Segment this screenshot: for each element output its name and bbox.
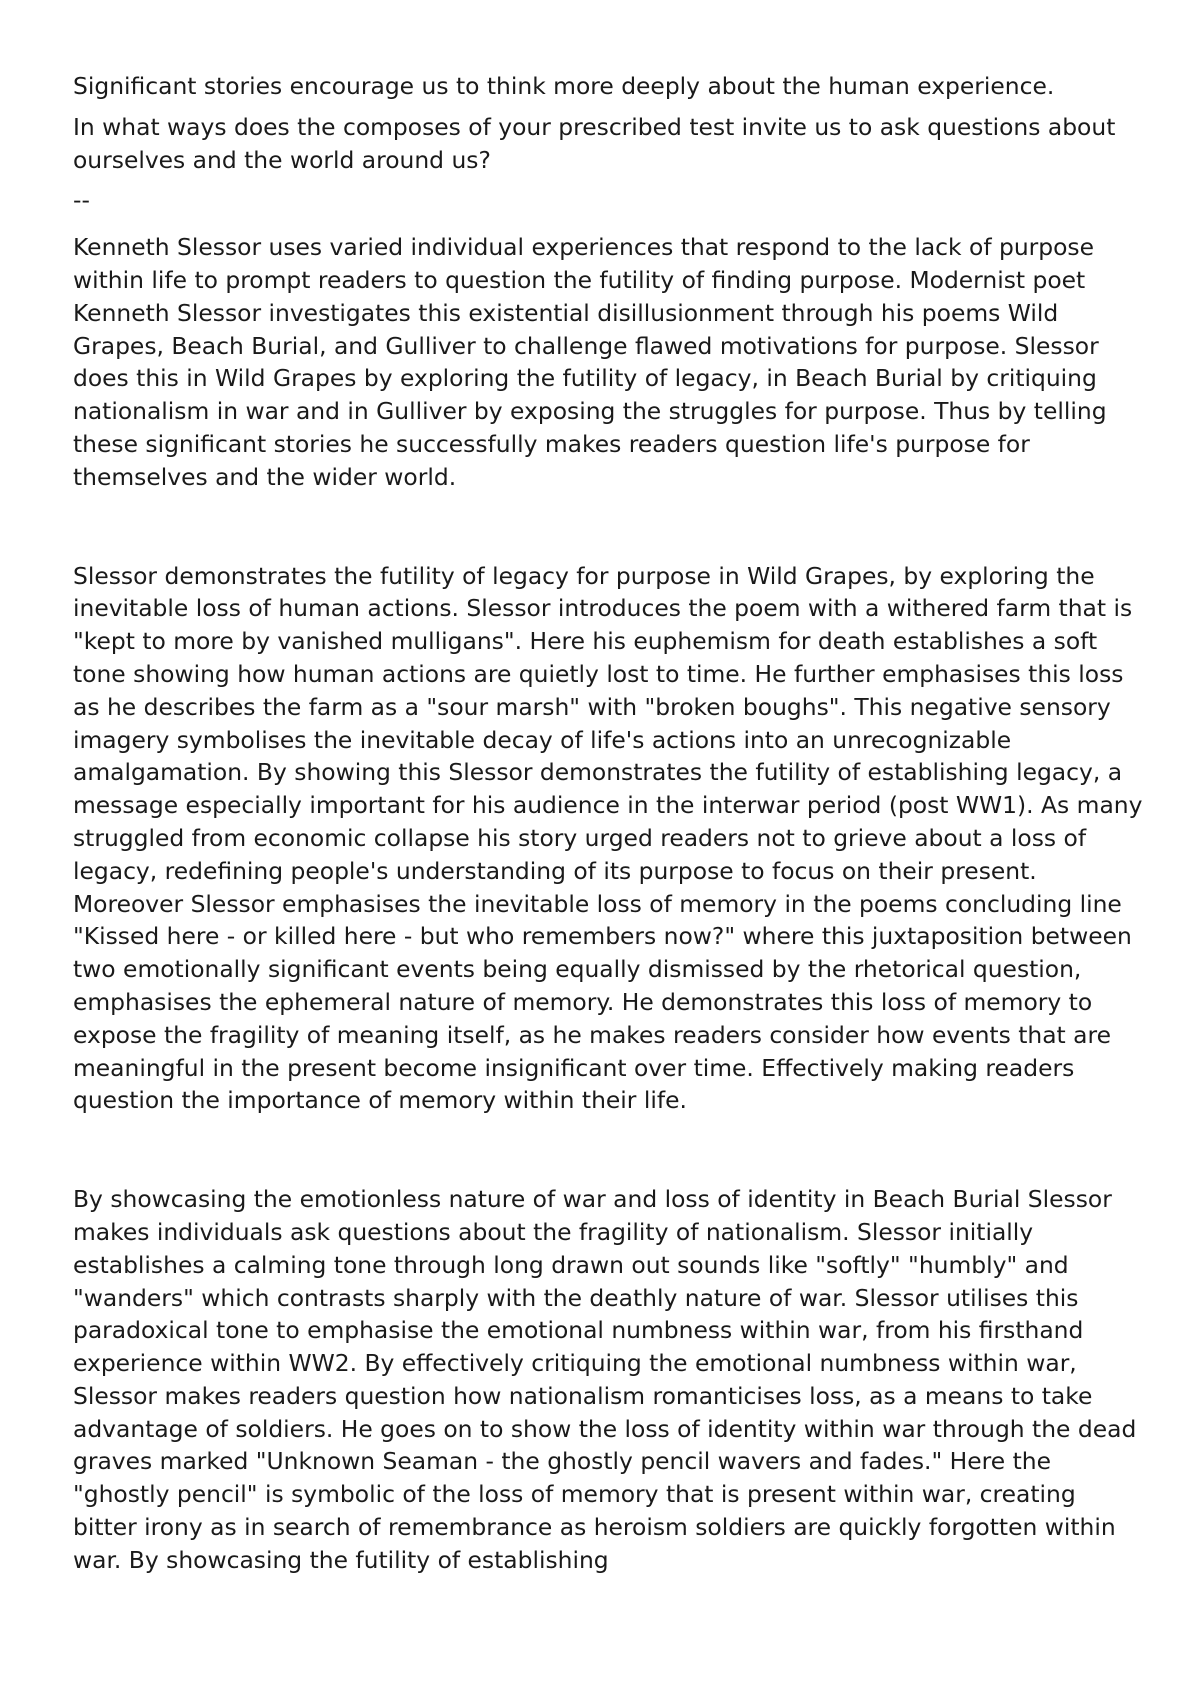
essay-question: In what ways does the composes of your prescribed test invite us to ask questions about ourselves and the world around us? [73, 112, 1116, 174]
essay-prompt: Significant stories encourage us to think more deeply about the human experience. [73, 72, 1055, 100]
paragraph-introduction: Kenneth Slessor uses varied individual experiences that respond to the lack of purpose within life to prompt readers to question the futility of finding purpose. Modernist poet Kenneth Slessor investigates this existential disillusionment through his poems Wild Grapes, Beach Burial, and Gulliver to challenge flawed motivations for purpose. Slessor does this in Wild Grapes by exploring the futility of legacy, in Beach Burial by critiquing nationalism in war and in Gulliver by exposing the struggles for purpose. Thus by telling these significant stories he successfully makes readers question life's purpose for themselves and the wider world. [73, 233, 1107, 491]
paragraph-gap [73, 1117, 1143, 1183]
paragraph-beach-burial: By showcasing the emotionless nature of war and loss of identity in Beach Burial Slessor makes individuals ask questions about the fragility of nationalism. Slessor initially establishes a calming tone through long drawn out sounds like "softly" "humbly" and "wanders" which contrasts sharply with the deathly nature of war. Slessor utilises this paradoxical tone to emphasise the emotional numbness within war, from his firsthand experience within WW2. By effectively critiquing the emotional numbness within war, Slessor makes readers question how nationalism romanticises loss, as a means to take advantage of soldiers. He goes on to show the loss of identity within war through the dead graves marked "Unknown Seaman - the ghostly pencil wavers and fades." Here the "ghostly pencil" is symbolic of the loss of memory that is present within war, creating bitter irony as in search of remembrance as heroism soldiers are quickly forgotten within war. By showcasing the futility of establishing [73, 1185, 1137, 1574]
document-page [73, 70, 1143, 1577]
separator: -- [73, 186, 90, 215]
paragraph-gap [73, 494, 1143, 560]
paragraph-wild-grapes: Slessor demonstrates the futility of legacy for purpose in Wild Grapes, by exploring the inevitable loss of human actions. Slessor introduces the poem with a withered farm that is "kept to more by vanished mulligans". Here his euphemism for death establishes a soft tone showing how human actions are quietly lost to time. He further emphasises this loss as he describes the farm as a "sour marsh" with "broken boughs". This negative sensory imagery symbolises the inevitable decay of life's actions into an unrecognizable amalgamation. By showing this Slessor demonstrates the futility of establishing legacy, a message especially important for his audience in the interwar period (post WW1). As many struggled from economic collapse his story urged readers not to grieve about a loss of legacy, redefining people's understanding of its purpose to focus on their present. Moreover Slessor emphasises the inevitable loss of memory in the poems concluding line "Kissed here - or killed here - but who remembers now?" where this juxtaposition between two emotionally significant events being equally dismissed by the rhetorical question, emphasises the ephemeral nature of memory. He demonstrates this loss of memory to expose the fragility of meaning itself, as he makes readers consider how events that are meaningful in the present become insignificant over time. Effectively making readers question the importance of memory within their life. [73, 561, 1143, 1115]
